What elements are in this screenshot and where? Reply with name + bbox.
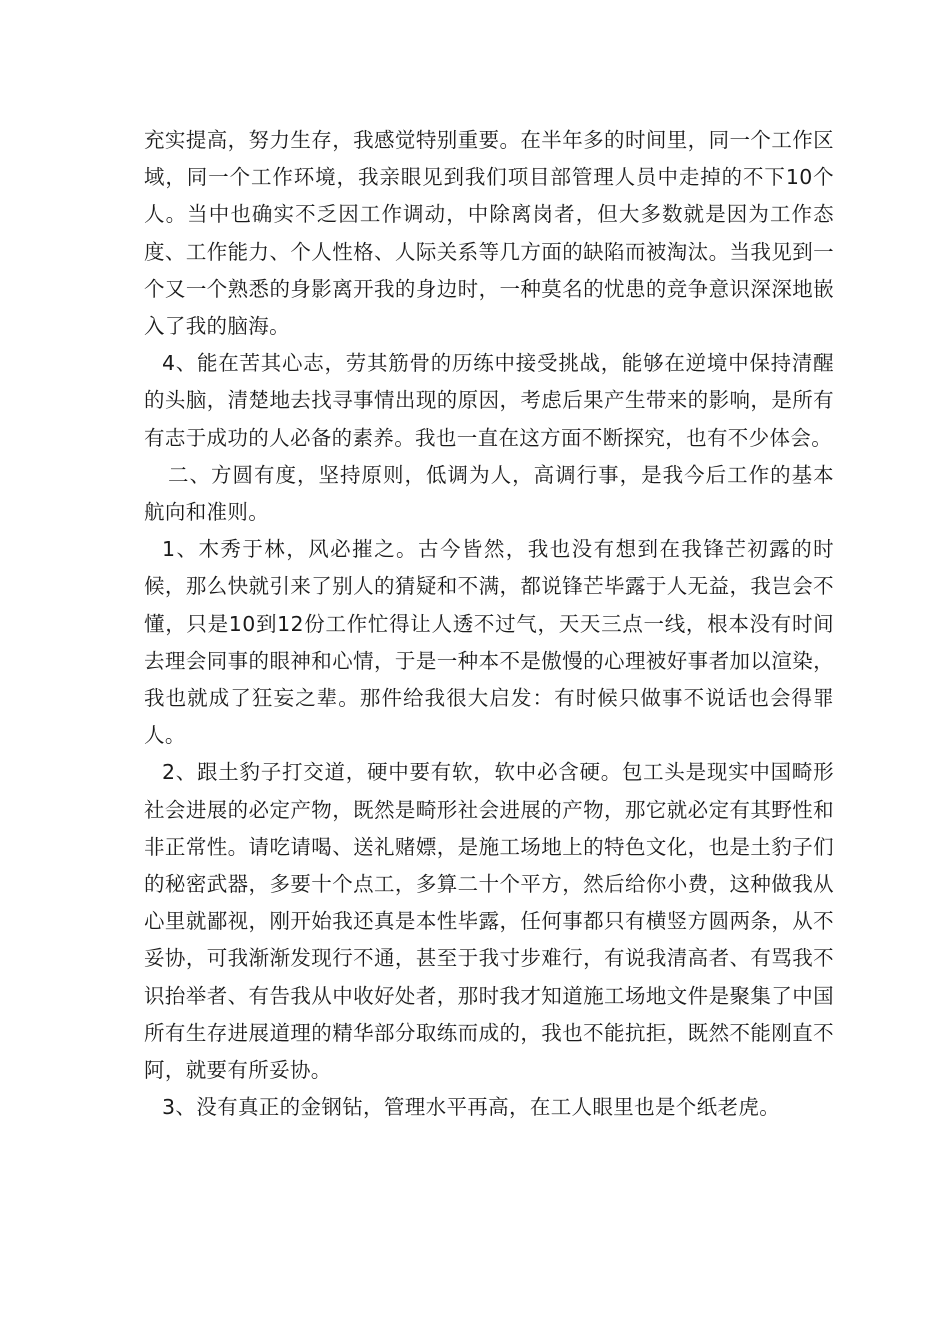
paragraph-4: 1、木秀于林，风必摧之。古今皆然，我也没有想到在我锋芒初露的时候，那么快就引来了别人的猜疑和不满，都说锋芒毕露于人无益，我岂会不懂，只是10到12份工作忙得让人透不过气，天天三点一线，根本没有时间去理会同事的眼神和心情，于是一种本不是傲慢的心理被好事者加以渲染，我也就成了狂妄之辈。那件给我很大启发：有时候只做事不说话也会得罪人。 (144, 537, 834, 748)
paragraph-5: 2、跟土豹子打交道，硬中要有软，软中必含硬。包工头是现实中国畸形社会进展的必定产物，既然是畸形社会进展的产物，那它就必定有其野性和非正常性。请吃请喝、送礼赌嫖，是施工场地上的特色文化，也是土豹子们的秘密武器，多要十个点工，多算二十个平方，然后给你小费，这种做我从心里就鄙视，刚开始我还真是本性毕露，任何事都只有横竖方圆两条，从不妥协，可我渐渐发现行不通，甚至于我寸步难行，有说我清高者、有骂我不识抬举者、有告我从中收好处者，那时我才知道施工场地文件是聚集了中国所有生存进展道理的精华部分取练而成的，我也不能抗拒，既然不能刚直不阿，就要有所妥协。 (144, 760, 834, 1083)
paragraph-1: 充实提高，努力生存，我感觉特别重要。在半年多的时间里，同一个工作区域，同一个工作环境，我亲眼见到我们项目部管理人员中走掉的不下10个人。当中也确实不乏因工作调动，中除离岗者，但大多数就是因为工作态度、工作能力、个人性格、人际关系等几方面的缺陷而被淘汰。当我见到一个又一个熟悉的身影离开我的身边时，一种莫名的忧患的竞争意识深深地嵌入了我的脑海。 (144, 128, 834, 339)
paragraph-6: 3、没有真正的金钢钻，管理水平再高，在工人眼里也是个纸老虎。 (162, 1095, 781, 1120)
document-body (144, 122, 834, 1126)
paragraph-2: 4、能在苦其心志，劳其筋骨的历练中接受挑战，能够在逆境中保持清醒的头脑，清楚地去找寻事情出现的原因，考虑后果产生带来的影响，是所有有志于成功的人必备的素养。我也一直在这方面不断探究，也有不少体会。 (144, 351, 834, 450)
paragraph-3: 二、方圆有度，坚持原则，低调为人，高调行事，是我今后工作的基本航向和准则。 (144, 462, 834, 525)
